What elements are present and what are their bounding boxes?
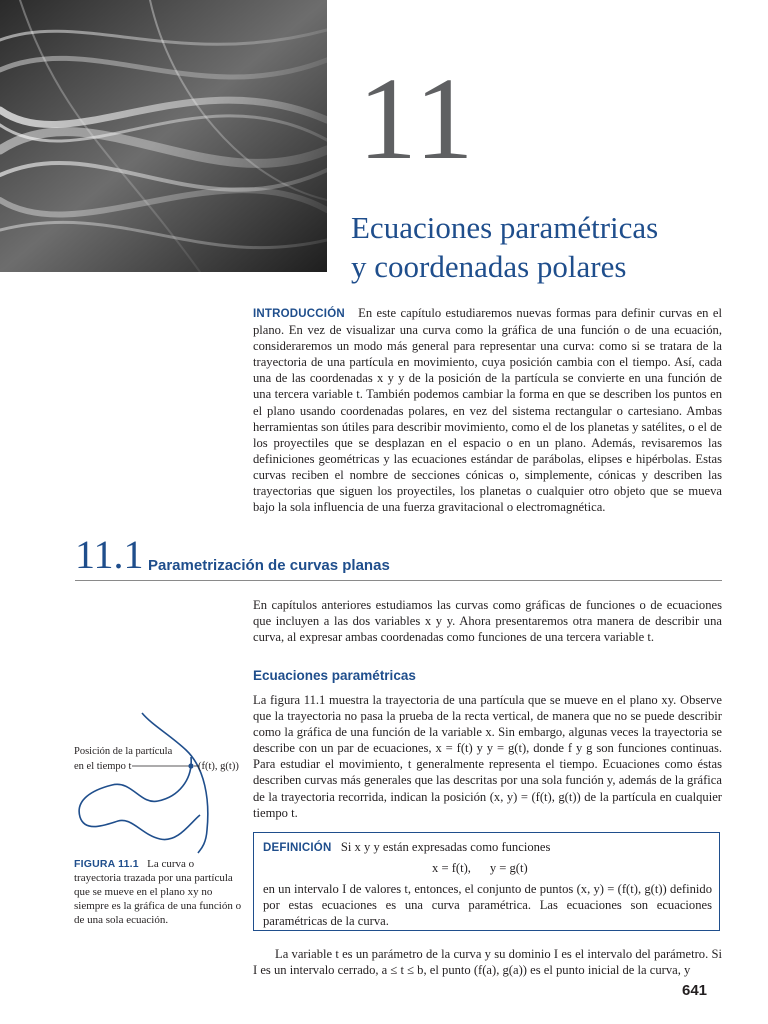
introduction-label: INTRODUCCIÓN	[253, 308, 345, 320]
definition-intro: Si x y y están expresadas como funciones	[340, 840, 551, 854]
chapter-number: 11	[358, 53, 476, 184]
chapter-title-line2: y coordenadas polares	[351, 249, 627, 284]
definition-equation: x = f(t), y = g(t)	[432, 861, 528, 875]
figure-11-1-curve	[60, 705, 250, 855]
chapter-cover-image	[0, 0, 327, 272]
section-intro-paragraph: En capítulos anteriores estudiamos las curvas como gráficas de funciones o de ecuaciones que incluyen a las dos variables x y y. Ahora presentaremos otra manera de describir una curva, al expresar ambas coordenadas como funciones de una tercera variable t.	[253, 598, 722, 645]
chapter-title-line1: Ecuaciones paramétricas	[351, 210, 659, 245]
figure-label-position: Posición de la partícula	[74, 746, 173, 757]
chapter-title	[351, 208, 658, 286]
introduction-text: En este capítulo estudiaremos nuevas formas para definir curvas en el plano. En vez de visualizar una curva como la gráfica de una función o de una ecuación, consideraremos un modo más general para representar una curva: como si se tratara de la trayectoria de una partícula en movimiento, cuya posición cambia con el tiempo. Así, cada una de las coordenadas x y y de la posición de la partícula se convierte en una función de una tercera variable t. También podemos cambiar la forma en que se describen los puntos en el plano usando coordenadas polares, en vez del sistema rectangular o cartesiano. Ambas herramientas son útiles para describir movimiento, como el de los planetas y satélites, o el de los proyectiles que se desplazan en el espacio o en un plano. Además, revisaremos las definiciones geométricas y las ecuaciones estándar de parábolas, elipses e hipérbolas. Estas curvas reciben el nombre de secciones cónicas o, simplemente, cónicas y describen las trayectorias que siguen los proyectiles, los planetas o cualquier otro objeto que se mueva bajo la sola influencia de una fuerza gravitacional o electromagnética.	[253, 306, 722, 515]
section-number: 11.1	[75, 532, 144, 577]
figure-caption	[74, 857, 242, 927]
definition-body: en un intervalo I de valores t, entonces, el conjunto de puntos (x, y) = (f(t), g(t)) definido por estas ecuaciones es una curva paramétrica. Las ecuaciones son ecuaciones paramétricas de la curva.	[263, 882, 712, 929]
particle-path	[142, 713, 208, 853]
section-divider	[75, 580, 722, 581]
figure-caption-label: FIGURA 11.1	[74, 858, 139, 870]
definition-label: DEFINICIÓN	[263, 842, 332, 854]
parameter-paragraph: La variable t es un parámetro de la curva y su dominio I es el intervalo del parámetro. Si I es un intervalo cerrado, a ≤ t ≤ b, el punto (f(a), g(a)) es el punto inicial de la curva, y	[253, 947, 722, 978]
figure-label-time: en el tiempo t	[74, 761, 132, 772]
parametric-equations-paragraph: La figura 11.1 muestra la trayectoria de una partícula que se mueve en el plano xy. Observe que la trayectoria no pasa la prueba de la recta vertical, de manera que no se puede describir como la gráfica de una función de la variable x. Sin embargo, algunas veces la trayectoria se describe con un par de ecuaciones, x = f(t) y y = g(t), donde f y g son funciones continuas. Para estudiar el movimiento, t generalmente representa el tiempo. Ecuaciones como éstas describen curvas más generales que las descritas por una sola función y, además de la gráfica de la trayectoria recorrida, indican la posición (x, y) = (f(t), g(t)) de la partícula en cualquier tiempo t.	[253, 693, 722, 820]
introduction-paragraph	[253, 305, 722, 515]
subsection-heading: Ecuaciones paramétricas	[253, 668, 416, 683]
particle-position-point	[188, 763, 193, 768]
section-title: Parametrización de curvas planas	[148, 557, 390, 574]
page-number: 641	[682, 982, 708, 999]
definition-heading-line	[263, 840, 550, 855]
figure-caption-text: La curva o trayectoria trazada por una partícula que se mueve en el plano xy no siempre es la gráfica de una función o de una sola ecuación.	[74, 858, 242, 926]
figure-point-label: (f(t), g(t))	[198, 761, 239, 772]
